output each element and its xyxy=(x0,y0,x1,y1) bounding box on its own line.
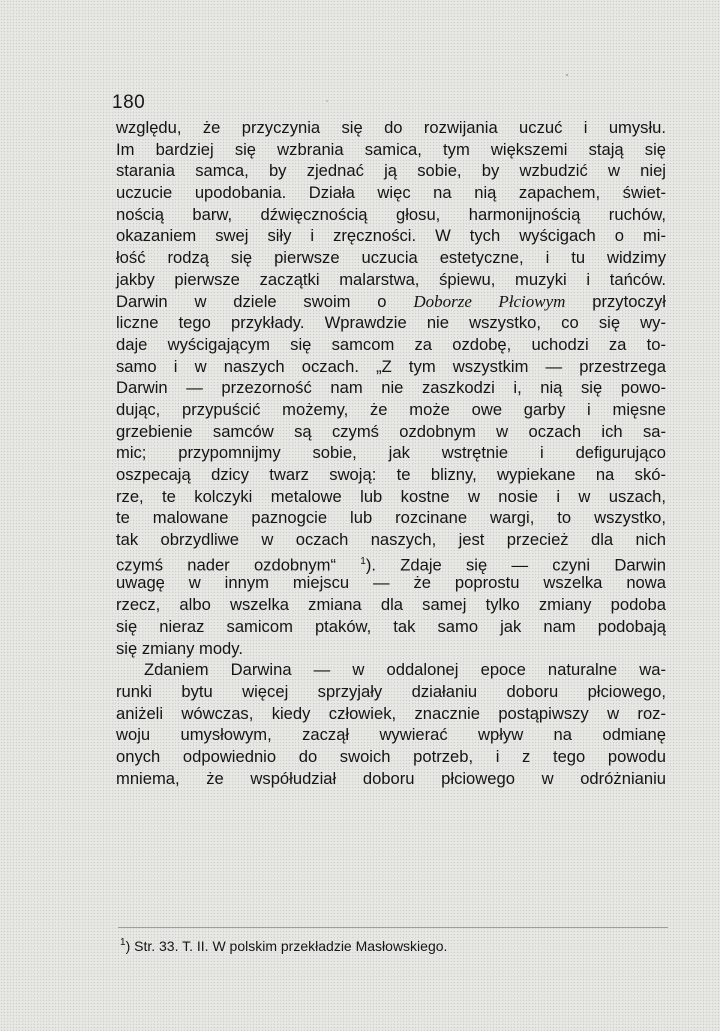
text-line: względu, że przyczynia się do rozwijania uczuć i umysłu. xyxy=(116,118,666,137)
text-line: grzebienie samców są czymś ozdobnym w oczach ich sa- xyxy=(116,421,666,441)
text-line: dując, przypuścić możemy, że może owe garby i mięsne xyxy=(116,399,666,419)
text-fragment: ). Zdaje się — czyni Darwin xyxy=(365,555,666,575)
text-line: Zdaniem Darwina — w oddalonej epoce naturalne wa- xyxy=(144,660,666,680)
footnote-reference: 1 xyxy=(360,555,366,567)
text-fragment: Darwin w dziele swoim o xyxy=(116,291,387,311)
scan-speck xyxy=(326,100,328,102)
text-line: daje wyścigającym się samcom za ozdobę, uchodzi za to- xyxy=(116,334,666,354)
text-line: nością barw, dźwięcznością głosu, harmonijnością ruchów, xyxy=(116,204,666,224)
footnote-divider xyxy=(118,927,668,928)
page-number: 180 xyxy=(112,92,146,113)
text-line: onych odpowiednio do swoich potrzeb, i z tego powodu xyxy=(116,746,666,766)
text-line: oszpecają dzicy twarz swoją: te blizny, wypiekane na skó- xyxy=(116,465,666,484)
text-line: te malowane paznogcie lub rozcinane wargi, to wszystko, xyxy=(116,508,666,528)
text-line: jakby pierwsze zaczątki malarstwa, śpiewu, muzyki i tańców. xyxy=(116,269,666,289)
text-line: woju umysłowym, zaczął wywierać wpływ na odmianę xyxy=(116,725,666,745)
footnote-marker: 1 xyxy=(120,937,126,948)
footnote-text: ) Str. 33. T. II. W polskim przekładzie Masłowskiego. xyxy=(125,938,448,954)
text-line: mic; przypomnijmy sobie, jak wstrętnie i defigurująco xyxy=(116,443,666,463)
text-line: rzecz, albo wszelka zmiana dla samej tylko zmiany podoba xyxy=(116,595,666,615)
text-line xyxy=(116,291,666,313)
text-line: łość rodzą się pierwsze uczucia estetyczne, i tu widzimy xyxy=(116,248,666,268)
footnote xyxy=(120,938,447,954)
text-line: mniema, że współudział doboru płciowego w odróżnianiu xyxy=(116,768,666,788)
text-fragment: czymś nader ozdobnym“ xyxy=(116,555,337,575)
text-line: tak obrzydliwe w oczach naszych, jest przecież dla nich xyxy=(116,530,666,550)
book-title-italic: Doborze Płciowym xyxy=(413,291,566,311)
text-line: się nieraz samicom ptaków, tak samo jak nam podobają xyxy=(116,616,666,636)
text-line: runki bytu więcej sprzyjały działaniu doboru płciowego, xyxy=(116,681,666,701)
scan-speck xyxy=(566,74,568,76)
text-line: samo i w naszych oczach. „Z tym wszystkim — przestrzega xyxy=(116,356,666,376)
text-line: Darwin — przezorność nam nie zaszkodzi i, nią się powo- xyxy=(116,378,666,398)
text-fragment: przytoczył xyxy=(592,291,666,311)
text-line: okazaniem swej siły i zręczności. W tych wyścigach o mi- xyxy=(116,226,666,246)
text-line xyxy=(116,551,666,573)
text-line: starania samca, by zjednać ją sobie, by wzbudzić w niej xyxy=(116,161,666,181)
text-line: się zmiany mody. xyxy=(116,638,243,658)
main-text xyxy=(116,117,666,789)
text-line: aniżeli wówczas, kiedy człowiek, znacznie postąpiwszy w roz- xyxy=(116,703,666,723)
text-line: liczne tego przykłady. Wprawdzie nie wszystko, co się wy- xyxy=(116,313,666,333)
text-line: Im bardziej się wzbrania samica, tym większemi stają się xyxy=(116,139,666,159)
text-line: rze, te kolczyki metalowe lub kostne w nosie i w uszach, xyxy=(116,486,666,506)
text-line: uczucie upodobania. Działa więc na nią zapachem, świet- xyxy=(116,183,666,203)
text-line: uwagę w innym miejscu — że poprostu wszelka nowa xyxy=(116,573,666,593)
